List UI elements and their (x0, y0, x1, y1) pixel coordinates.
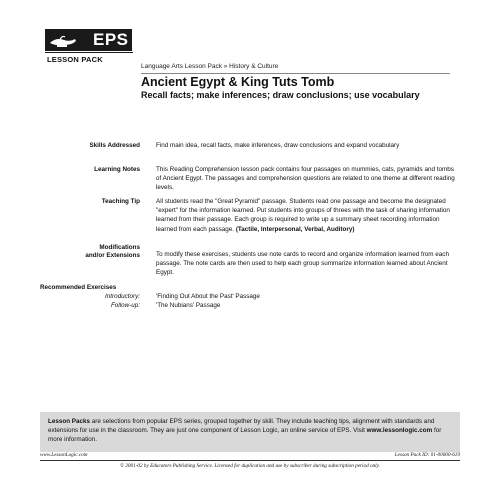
modifications-label: Modifications and/or Extensions (85, 244, 140, 259)
skills-label: Skills Addressed (89, 142, 140, 149)
learning-notes-text: This Reading Comprehension lesson pack contains four passages on mummies, cats, pyramids and tombs of Ancient Egypt. The passages and comprehension questions are related to one theme at different reading levels. (156, 166, 455, 192)
follow-up-value: 'The Nubians' Passage (156, 302, 221, 309)
logo-text: EPS (93, 30, 129, 49)
lesson-pack-id: Lesson Pack ID: 01-00000-619 (394, 452, 460, 458)
logo-divider (45, 52, 133, 53)
lesson-pack-info-box (40, 412, 460, 452)
lesson-pack-label: LESSON PACK (47, 55, 103, 64)
teaching-tip-label: Teaching Tip (101, 198, 140, 205)
recommended-title: Recommended Exercises (40, 284, 117, 291)
site-url[interactable]: www.LessonLogic.com (40, 452, 88, 458)
follow-up-label: Follow-up: (110, 302, 140, 309)
footer-divider (40, 460, 460, 461)
title-divider (141, 73, 450, 74)
page-title: Ancient Egypt & King Tuts Tomb (141, 75, 335, 89)
copyright: © 2001-02 by Educators Publishing Service. Licensed for duplication and use by subscriber during subscription period only. (120, 463, 380, 469)
page-subtitle: Recall facts; make inferences; draw conclusions; use vocabulary (141, 90, 420, 100)
teaching-tip-modalities: (Tactile, Interpersonal, Verbal, Auditory) (235, 225, 355, 233)
lessonlogic-link[interactable]: www.lessonlogic.com (366, 427, 433, 435)
teaching-tip-text: All students read the "Great Pyramid" passage. Students read one passage and become the designated "expert" for the information learned. Put students into groups of threes with the task of sharing information learned from their passage. Each group is required to write up a summary sheet recording information learned from each passage. (Tactile, Interpersonal, Verbal, Auditory) (156, 198, 450, 233)
eps-logo (45, 29, 132, 51)
learning-notes-label: Learning Notes (94, 166, 140, 173)
modifications-text: To modify these exercises, students use note cards to record and organize information learned from each passage. The note cards are then used to help each group summarize information learned about Ancient Egypt. (156, 251, 449, 277)
oil-lamp-icon (48, 33, 78, 48)
skills-text: Find main idea, recall facts, make inferences, draw conclusions and expand vocabulary (156, 142, 400, 149)
lesson-pack-info-text: Lesson Packs are selections from popular EPS series, grouped together by skill. They include teaching tips, alignment with standards and extensions for use in the classroom. They are just one component of Lesson Logic, an online service of EPS. Visit www.lessonlogic.com for more information. (48, 418, 442, 444)
introductory-label: Introductory: (105, 293, 140, 300)
introductory-value: 'Finding Out About the Past' Passage (156, 293, 260, 300)
breadcrumb: Language Arts Lesson Pack » History & Culture (141, 63, 279, 70)
